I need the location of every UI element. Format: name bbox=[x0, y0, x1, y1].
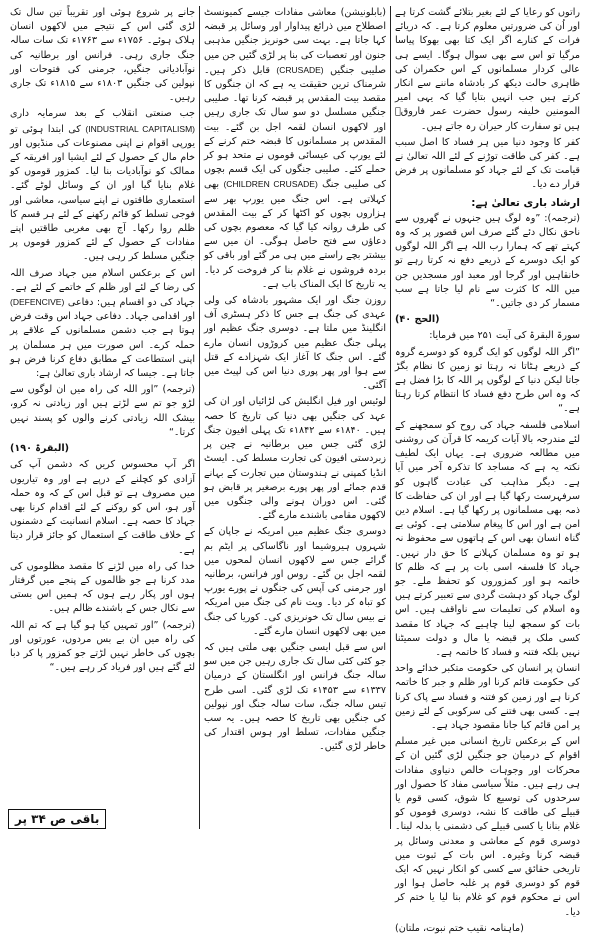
paragraph: اس سے قبل ایسی جنگیں بھی ملتی ہیں کہ جو کئی کئی سال تک جاری رہیں جن میں سو سالہ جنگ فرانس اور انگلستان کے درمیان ۱۳۳۷ء سے ۱۴۵۳ء تک لڑی گئی۔ اسی طرح تیس سالہ جنگ، سات سالہ جنگ اور نپولین کی جنگیں بھی تاریخ کا حصہ ہیں۔ یہ سب جنگیں مفادات، تسلط اور ہوس اقتدار کی خاطر لڑی گئیں۔ bbox=[204, 641, 386, 753]
paragraph: کفر کا وجود دنیا میں ہر فساد کا اصل سبب ہے۔ کفر کی طاقت توڑنے کے لئے اللہ تعالیٰ نے قیامت تک کے لئے جہاد کو مسلمانوں پر فرض قرار دے دیا۔ bbox=[395, 136, 580, 191]
english-term: (DEFENCIVE) bbox=[10, 297, 65, 308]
paragraph: دوسری جنگ عظیم میں امریکہ نے جاپان کے شہروں ہیروشیما اور ناگاساکی پر ایٹم بم گرائے جس سے لاکھوں انسان لمحوں میں لقمہ اجل بن گئے۔ روس اور فرانس، برطانیہ اور جرمنی کی آپس کی جنگوں نے پورے یورپ کو تباہ کر دیا۔ ویت نام کی جنگ میں امریکہ نے بیس سال تک خونریزی کی۔ کوریا کی جنگ میں بھی لاکھوں انسان مارے گئے۔ bbox=[204, 526, 386, 637]
paragraph: لوئیس اور فیل انگلیش کی لڑائیاں اور ان کی عہد کی جنگیں بھی دنیا کی تاریخ کا حصہ ہیں۔ ۱۸۴۰ء سے ۱۸۴۲ء تک پہلی افیون جنگ لڑی گئی جس میں برطانیہ نے چین پر زبردستی افیون کی تجارت مسلط کی۔ ایسٹ انڈیا کمپنی نے ہندوستان میں تجارت کے بہانے قدم جمائے اور پھر پورے برصغیر پر قابض ہو گئی۔ اس دوران ہونے والی جنگوں میں لاکھوں مقامی باشندے مارے گئے۔ bbox=[204, 396, 386, 522]
paragraph-text: جب صنعتی انقلاب کے بعد سرمایہ داری bbox=[10, 108, 195, 120]
quote-translation: (ترجمہ) ”اور تمہیں کیا ہو گیا ہے کہ تم اللہ کی راہ میں ان بے بس مردوں، عورتوں اور بچوں کی خاطر نہیں لڑتے جو کمزور پا کر دبا لئے گئے ہیں اور فریاد کر رہے ہیں۔“ bbox=[10, 619, 195, 674]
column-middle bbox=[199, 6, 391, 829]
continued-on-page-box: باقی ص ۳۴ پر bbox=[8, 809, 106, 829]
quote-translation: (ترجمہ) ”اور اللہ کی راہ میں ان لوگوں سے لڑو جو تم سے لڑتے ہیں اور زیادتی نہ کرو، بیشک اللہ زیادتی کرنے والوں کو پسند نہیں کرتا۔“ bbox=[10, 384, 195, 438]
paragraph bbox=[10, 267, 195, 382]
paragraph-text: قابل ذکر ہیں۔ شرمناک ترین حقیقت یہ ہے کہ ان جنگوں کا مقصد بیت المقدس پر قبضہ کرنا تھا۔ صلیبی جنگیں مسلسل دو سو سال تک جاری رہیں اور لاکھوں انسان لقمہ اجل بن گئے۔ بیت المقدس پر مسلمانوں کا قبضہ ختم کرنے کے لئے یورپ کی عیسائی قوموں نے متحد ہو کر حملے کئے۔ صلیبی جنگوں کی ایک قسم بچوں کی صلیبی جنگ bbox=[204, 64, 386, 191]
paragraph-text: کی ابتدا ہوئی تو یورپی اقوام نے اپنی مصنوعات کی منڈیوں اور خام مال کے حصول کے لئے ایشیا اور افریقہ کے ممالک کو نوآبادیات بنا لیا۔ کمزور قوموں کو غلام بنایا گیا اور ان کے وسائل لوٹے گئے۔ استعماری طاقتوں نے اپنے سیاسی، معاشی اور فوجی تسلط کو قائم رکھنے کے لئے ہر قسم کا ظلم روا رکھا۔ آج بھی مغربی طاقتیں اپنے مفادات کے حصول کے لئے کمزور قوموں پر جنگیں مسلط کر رہی ہیں۔ bbox=[10, 123, 195, 263]
verse-reference: (البقرۃ ۱۹۰) bbox=[10, 443, 69, 455]
paragraph: سورۃ البقرۃ کی آیت ۲۵۱ میں فرمایا: bbox=[429, 330, 580, 342]
english-term: (CHILDREN CRUSADE) bbox=[223, 179, 318, 190]
paragraph: اگر آپ محسوس کریں کہ دشمن آپ کی آزادی کو کچلنے کے درپے ہے اور وہ تیاریوں میں مصروف ہے تو قبل اس کے کہ وہ حملہ آور ہو، اس کو روکنے کے لئے اقدام کرنا بھی جہاد کا حصہ ہے۔ اسلام انسانیت کے دشمنوں کے خلاف طاقت کے استعمال کو جائز قرار دیتا ہے۔ bbox=[10, 459, 195, 556]
verse-reference: (الحج ۴۰) bbox=[395, 314, 440, 326]
paragraph: انسان پر انسان کی حکومت متکبر خدائے واحد کی حکومت قائم کرنا اور ظلم و جبر کا خاتمہ کرنا ہے اور زمین کو فتنہ و فساد سے پاک کرنا ہے۔ کسی بھی فتنے کی سرکوبی کے لئے زمین پر امن قائم کیا جانا مقصود جہاد ہے۔ bbox=[395, 663, 580, 731]
quote-translation: ”اگر اللہ لوگوں کو ایک گروہ کو دوسرے گروہ کے ذریعے ہٹاتا نہ رہتا تو زمین کا نظام بگڑ جاتا لیکن دنیا کے لوگوں پر اللہ کا بڑا فضل ہے کہ وہ اس طرح دفع فساد کا انتظام کرتا رہتا ہے۔“ bbox=[395, 346, 580, 415]
paragraph-text: (بابلونیشن) معاشی مفادات جیسے کمیونسٹ اصطلاح میں ذرائع پیداوار اور وسائل پر قبضہ کہا جاتا ہے۔ بہت سی خونریز جنگیں مذہبی جنون اور تعصبات کی بنا پر لڑی گئیں جن میں صلیبی جنگیں bbox=[204, 7, 386, 76]
paragraph: راتوں کو رعایا کے لئے بغیر بتلائے گشت کرتا ہے اور اُن کی ضرورتیں معلوم کرتا ہے۔ کہ دریائے فرات کے کنارے اگر ایک کتا بھی بھوکا پیاسا مرگیا تو اس سے بھی سوال ہوگا۔ ایسے ہی عالی کردار مسلمانوں کے اس حکمران کی ظاہری حالت دیکھ کر بادشاہ ماننے سے انکار کرتے ہیں جب انہیں بتایا گیا کہ یہی امیر المومنین خلیفہ رسول حضرت عمر فاروقؓ ہیں تو سفارت کار حیران رہ جاتے ہیں۔ bbox=[395, 7, 580, 132]
paragraph-text: اس کے برعکس اسلام میں جہاد صرف اللہ کی رضا کے لئے اور ظلم کے خاتمے کے لئے ہے۔ جہاد کی دو اقسام ہیں: دفاعی bbox=[10, 267, 195, 309]
paragraph: اس کے برعکس تاریخ انسانی میں غیر مسلم اقوام کے درمیان جو جنگیں لڑی گئیں ان کے محرکات اور وجوہات خالص دنیاوی مفادات ہی رہے ہیں۔ مثلاً سیاسی مفاد کا حصول اور سرحدوں کی توسیع کا شوق، کسی قوم یا قبیلے کی طاقت کا نشہ، دوسری قوموں کو غلام بنانا یا کسی قبیلے کی دشمنی یا بدلہ لینا۔ دوسری قوم کے معاشی و معدنی وسائل پر قبضہ کرنا وغیرہ۔ اس بات کے ثبوت میں تاریخی حقائق سے کسی کو انکار نہیں کہ ایک قوم کو دوسری قوم پر غلبہ حاصل ہوا اور اس نے محکوم قوم کو غلام بنا لیا یا ختم کر دیا۔ bbox=[395, 736, 580, 918]
english-term: (INDUSTRIAL CAPITALISM) bbox=[85, 123, 195, 134]
source-attribution: (ماہنامہ نقیب ختم نبوت، ملتان) bbox=[395, 922, 524, 934]
paragraph: جانے پر شروع ہوئی اور تقریباً تین سال تک لڑی گئی اس کے نتیجے میں لاکھوں انسان ہلاک ہوئے۔ ۱۷۵۶ء سے ۱۷۶۳ء تک سات سالہ جنگ جاری رہی۔ فرانس اور برطانیہ کی نوآبادیاتی جنگیں، جرمنی کی فتوحات اور نپولین کی جنگیں ۱۸۰۳ء سے ۱۸۱۵ء تک جاری رہیں۔ bbox=[10, 7, 195, 104]
column-right bbox=[391, 6, 584, 934]
paragraph: اسلامی فلسفہ جہاد کی روح کو سمجھنے کے لئے مندرجہ بالا آیات کریمہ کا قرآن کی روشنی میں مطالعہ ضروری ہے۔ یہاں ایک لطیف نکتہ یہ ہے کہ مساجد کا تذکرہ آخر میں آیا ہے۔ دیگر مذاہب کی عبادت گاہوں کو سرفہرست رکھا گیا ہے اور ان کی حفاظت کا ذمہ بھی مسلمانوں پر رکھا گیا ہے۔ اسلام دین امن ہے اور اس کا پیغام سلامتی ہے۔ کوئی بے گناہ انسان بھی اس کے ہاتھوں سے محفوظ نہ ہو تو وہ مسلمان کہلانے کا حق دار نہیں۔ جہاد کا فلسفہ اسی بات پر ہے کہ ظلم کا خاتمہ ہو اور کمزوروں کو تحفظ ملے۔ جو لوگ جہاد کو دہشت گردی سے تعبیر کرتے ہیں وہ اسلام کی تعلیمات سے ناواقف ہیں۔ اس بات کو سمجھ لینا چاہیے کہ جہاد کا مقصد کسی ملک پر قبضہ یا مال و دولت سمیٹنا نہیں بلکہ فتنہ و فساد کا خاتمہ ہے۔ bbox=[395, 419, 580, 658]
paragraph-text: بھی کہلاتی ہے۔ اس جنگ میں یورپ بھر سے ہزاروں بچوں کو اکٹھا کر کے بیت المقدس کی طرف روانہ کیا گیا کہ معصوم بچوں کی دعاؤں سے فتح حاصل ہوگی۔ ان میں سے بیشتر بچے راستے میں ہی مر گئے اور باقی کو بردہ فروشوں نے غلام بنا کر فروخت کر دیا۔ یہ تاریخ کا ایک المناک باب ہے۔ bbox=[204, 179, 386, 290]
paragraph bbox=[204, 6, 386, 292]
english-term: (CRUSADE) bbox=[276, 64, 324, 75]
paragraph bbox=[10, 107, 195, 264]
quote-translation: (ترجمہ): ”وہ لوگ ہیں جنہوں نے گھروں سے ناحق نکال دئے گئے صرف اس قصور پر کہ وہ کہتے تھے کہ ہمارا رب اللہ ہے اگر اللہ لوگوں کو ایک دوسرے کے ذریعے دفع نہ کرتا رہے تو خانقاہیں اور گرجا اور معبد اور مسجدیں جن میں اللہ کا کثرت سے نام لیا جاتا ہے سب مسمار کر دی جاتیں۔“ bbox=[395, 212, 580, 310]
section-heading: ارشاد باری تعالیٰ ہے: bbox=[471, 196, 580, 209]
paragraph: خدا کی راہ میں لڑنے کا مقصد مظلوموں کی مدد کرنا ہے جو ظالموں کے پنجے میں گرفتار ہوں اور پکار رہے ہوں کہ ہمیں اس بستی سے نکال جس کے باشندے ظالم ہیں۔ bbox=[10, 560, 195, 615]
column-left bbox=[6, 6, 199, 829]
paragraph: روزن جنگ اور ایک مشہور بادشاہ کی ولی عہدی کی جنگ ہے جس کا ذکر ہسٹری آف انگلینڈ میں ملتا ہے۔ دوسری جنگ عظیم اور پہلی جنگ عظیم میں کروڑوں انسان مارے گئے۔ اس جنگ کا آغاز ایک شہزادے کے قتل سے ہوا اور پھر پوری دنیا اس کی لپیٹ میں آگئی۔ bbox=[204, 295, 386, 392]
paragraph-text: اور اقدامی جہاد۔ دفاعی جہاد اس وقت فرض ہوتا ہے جب دشمن مسلمانوں کے علاقے پر حملہ کرے۔ اس صورت میں ہر مسلمان پر اپنی استطاعت کے مطابق دفاع کرنا فرض ہو جاتا ہے۔ جیسا کہ ارشاد باری تعالیٰ ہے: bbox=[10, 311, 195, 380]
